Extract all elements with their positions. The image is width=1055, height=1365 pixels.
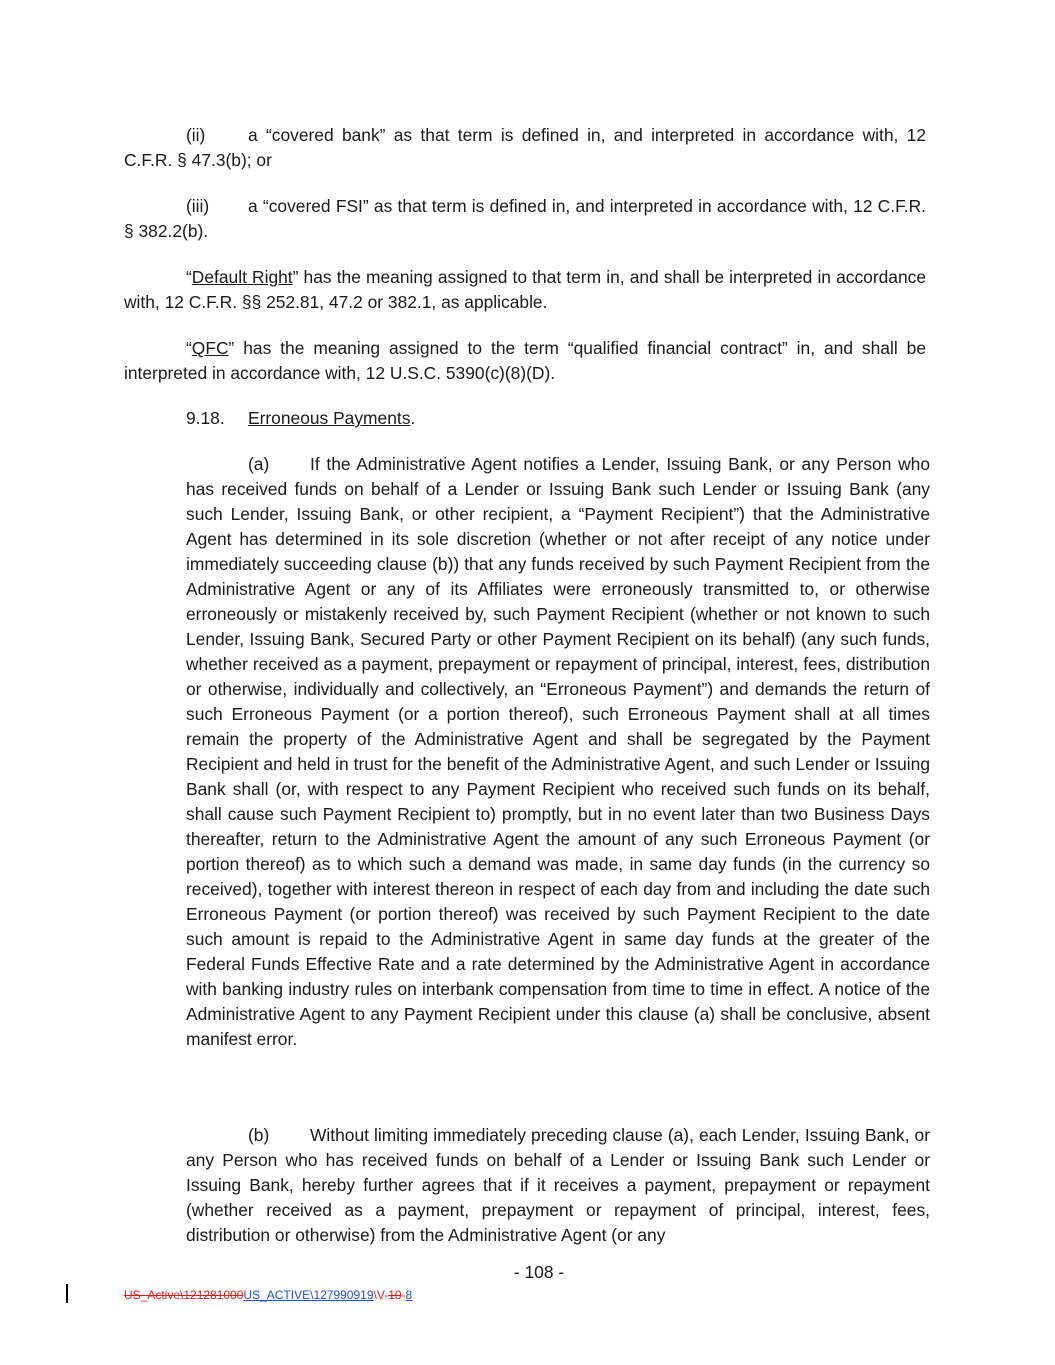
docid-version-separator-2: - bbox=[401, 1288, 406, 1302]
docid-version-deleted: 10 bbox=[388, 1288, 402, 1302]
clause-iii-number: (iii) bbox=[186, 196, 210, 216]
subclause-a-text: If the Administrative Agent notifies a Lender, Issuing Bank, or any Person who has received funds on behalf of a Lender or Issuing Bank such Lender or Issuing Bank (any such Lender, Issuing Bank, or other recipient, a “Payment Recipient”) that the Administrative Agent has determined in its sole discretion (whether or not after receipt of any notice under immediately succeeding clause (b)) that any funds received by such Payment Recipient from the Administrative Agent or any of its Affiliates were erroneously transmitted to, or otherwise erroneously or mistakenly received by, such Payment Recipient (whether or not known to such Lender, Issuing Bank, Secured Party or other Payment Recipient on its behalf) (any such funds, whether received as a payment, prepayment or repayment of principal, interest, fees, distribution or otherwise, individually and collectively, an “Erroneous Payment”) and demands the return of such Erroneous Payment (or a portion thereof), such Erroneous Payment shall at all times remain the property of the Administrative Agent and shall be segregated by the Payment Recipient and held in trust for the benefit of the Administrative Agent, and such Lender or Issuing Bank shall (or, with respect to any Payment Recipient who received such funds on its behalf, shall cause such Payment Recipient to) promptly, but in no event later than two Business Days thereafter, return to the Administrative Agent the amount of any such Erroneous Payment (or portion thereof) as to which such a demand was made, in same day funds (in the currency so received), together with interest thereon in respect of each day from and including the date such Erroneous Payment (or portion thereof) was received by such Payment Recipient to the date such amount is repaid to the Administrative Agent in same day funds at the greater of the Federal Funds Effective Rate and a rate determined by the Administrative Agent in accordance with banking industry rules on interbank compensation from time to time in effect. A notice of the Administrative Agent to any Payment Recipient under this clause (a) shall be conclusive, absent manifest error. bbox=[186, 454, 930, 1049]
subclause-a-number: (a) bbox=[248, 454, 270, 474]
qfc-text: ” has the meaning assigned to the term “qualified financial contract” in, and shall be interpreted in accordance with, 12 U.S.C. 5390(c)(8)(D). bbox=[124, 338, 926, 383]
qfc-term: QFC bbox=[191, 338, 229, 358]
subclause-a bbox=[186, 452, 930, 1052]
docid-version-separator: \V- bbox=[373, 1288, 389, 1302]
default-right-text: ” has the meaning assigned to that term in, and shall be interpreted in accordance with, 12 C.F.R. §§ 252.81, 47.2 or 382.1, as applicable. bbox=[124, 267, 927, 312]
document-id bbox=[124, 1287, 412, 1303]
definition-qfc bbox=[124, 336, 926, 386]
definition-default-right bbox=[124, 265, 926, 315]
page-number: - 108 - bbox=[513, 1262, 565, 1282]
section-title: Erroneous Payments bbox=[248, 408, 411, 428]
subclause-b-number: (b) bbox=[248, 1125, 270, 1145]
docid-version-inserted: 8 bbox=[405, 1288, 413, 1302]
clause-ii-number: (ii) bbox=[186, 125, 206, 145]
qfc-open-quote: “ bbox=[186, 338, 192, 358]
section-heading bbox=[186, 406, 926, 431]
default-right-open-quote: “ bbox=[186, 267, 192, 287]
docid-deleted: US_Active\121281000 bbox=[124, 1288, 244, 1302]
clause-iii-text: a “covered FSI” as that term is defined in, and interpreted in accordance with, 12 C.F.R. § 382.2(b). bbox=[124, 196, 926, 241]
docid-inserted: US_ACTIVE\127990919 bbox=[243, 1288, 374, 1302]
clause-ii bbox=[124, 123, 926, 173]
clause-ii-text: a “covered bank” as that term is defined in, and interpreted in accordance with, 12 C.F.R. § 47.3(b); or bbox=[124, 125, 926, 170]
subclause-b bbox=[186, 1123, 930, 1248]
default-right-term: Default Right bbox=[191, 267, 293, 287]
revision-change-bar bbox=[66, 1284, 68, 1303]
section-title-period: . bbox=[410, 408, 416, 428]
clause-iii bbox=[124, 194, 926, 244]
subclause-b-text: Without limiting immediately preceding clause (a), each Lender, Issuing Bank, or any Person who has received funds on behalf of a Lender or Issuing Bank such Lender or Issuing Bank, hereby further agrees that if it receives a payment, prepayment or repayment (whether received as a payment, prepayment or repayment of principal, interest, fees, distribution or otherwise) from the Administrative Agent (or any bbox=[186, 1125, 930, 1245]
section-number: 9.18. bbox=[186, 408, 225, 428]
